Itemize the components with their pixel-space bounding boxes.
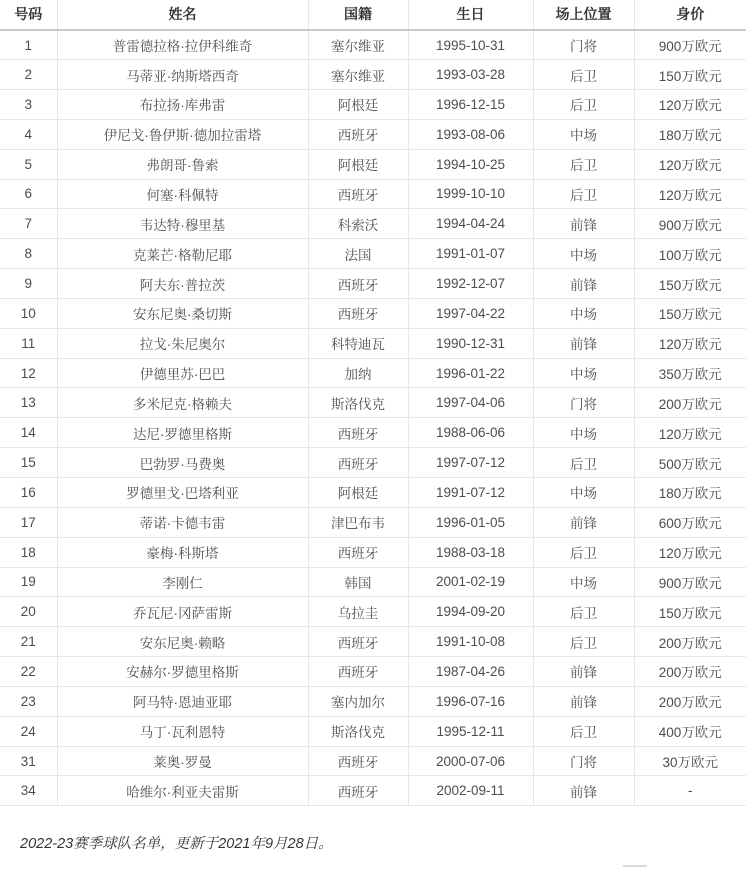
cell-nationality: 塞尔维亚 [308, 60, 408, 90]
cell-position: 后卫 [533, 90, 634, 120]
cell-name: 拉戈·朱尼奥尔 [57, 328, 308, 358]
column-header-nationality: 国籍 [308, 0, 408, 30]
cell-value: 600万欧元 [634, 507, 746, 537]
cell-number: 6 [0, 179, 57, 209]
table-row [0, 269, 746, 299]
column-header-birthday: 生日 [408, 0, 533, 30]
cell-name: 普雷德拉格·拉伊科维奇 [57, 30, 308, 60]
cell-nationality: 西班牙 [308, 776, 408, 806]
cell-value: 180万欧元 [634, 119, 746, 149]
cell-nationality: 斯洛伐克 [308, 716, 408, 746]
table-row [0, 30, 746, 60]
cell-number: 24 [0, 716, 57, 746]
table-row [0, 686, 746, 716]
table-row [0, 149, 746, 179]
cell-value: 200万欧元 [634, 627, 746, 657]
table-row [0, 537, 746, 567]
cell-position: 中场 [533, 239, 634, 269]
header-row [0, 0, 746, 30]
cell-name: 豪梅·科斯塔 [57, 537, 308, 567]
table-row [0, 328, 746, 358]
cell-position: 前锋 [533, 776, 634, 806]
cell-name: 克莱芒·格勒尼耶 [57, 239, 308, 269]
cell-value: 120万欧元 [634, 418, 746, 448]
table-row [0, 657, 746, 687]
cell-value: 350万欧元 [634, 358, 746, 388]
cell-value: 900万欧元 [634, 567, 746, 597]
cell-birthday: 1997-04-22 [408, 298, 533, 328]
cell-position: 前锋 [533, 269, 634, 299]
table-row [0, 358, 746, 388]
cell-name: 安赫尔·罗德里格斯 [57, 657, 308, 687]
cell-value: 200万欧元 [634, 388, 746, 418]
cell-value: 120万欧元 [634, 90, 746, 120]
cell-value: 400万欧元 [634, 716, 746, 746]
cell-position: 后卫 [533, 627, 634, 657]
table-row [0, 627, 746, 657]
cell-birthday: 1994-09-20 [408, 597, 533, 627]
cell-birthday: 1997-07-12 [408, 448, 533, 478]
cell-position: 后卫 [533, 149, 634, 179]
cell-nationality: 西班牙 [308, 657, 408, 687]
cell-name: 韦达特·穆里基 [57, 209, 308, 239]
cell-position: 前锋 [533, 657, 634, 687]
cell-position: 后卫 [533, 448, 634, 478]
table-row [0, 388, 746, 418]
cell-position: 门将 [533, 746, 634, 776]
table-row [0, 746, 746, 776]
cell-value: 500万欧元 [634, 448, 746, 478]
cell-name: 巴勃罗·马费奥 [57, 448, 308, 478]
cell-nationality: 阿根廷 [308, 149, 408, 179]
table-row [0, 119, 746, 149]
cell-name: 李刚仁 [57, 567, 308, 597]
cell-number: 17 [0, 507, 57, 537]
cell-birthday: 1999-10-10 [408, 179, 533, 209]
cell-value: 120万欧元 [634, 537, 746, 567]
cell-name: 何塞·科佩特 [57, 179, 308, 209]
cell-birthday: 1995-10-31 [408, 30, 533, 60]
column-header-number: 号码 [0, 0, 57, 30]
cell-value: 120万欧元 [634, 179, 746, 209]
cell-value: 180万欧元 [634, 478, 746, 508]
column-header-value: 身价 [634, 0, 746, 30]
roster-table-body [0, 30, 746, 806]
cell-number: 3 [0, 90, 57, 120]
cell-number: 12 [0, 358, 57, 388]
cell-position: 前锋 [533, 209, 634, 239]
cell-birthday: 2001-02-19 [408, 567, 533, 597]
cell-number: 19 [0, 567, 57, 597]
cell-name: 乔瓦尼·冈萨雷斯 [57, 597, 308, 627]
cell-position: 门将 [533, 388, 634, 418]
cell-birthday: 1988-03-18 [408, 537, 533, 567]
cell-value: 150万欧元 [634, 298, 746, 328]
cell-name: 安东尼奥·桑切斯 [57, 298, 308, 328]
cell-nationality: 西班牙 [308, 627, 408, 657]
cell-number: 21 [0, 627, 57, 657]
cell-birthday: 1991-01-07 [408, 239, 533, 269]
cell-name: 罗德里戈·巴塔利亚 [57, 478, 308, 508]
cell-birthday: 1996-01-05 [408, 507, 533, 537]
cell-position: 前锋 [533, 686, 634, 716]
cell-birthday: 2000-07-06 [408, 746, 533, 776]
cell-name: 马丁·瓦利恩特 [57, 716, 308, 746]
cell-birthday: 1997-04-06 [408, 388, 533, 418]
cell-nationality: 塞尔维亚 [308, 30, 408, 60]
cell-birthday: 1994-04-24 [408, 209, 533, 239]
table-row [0, 716, 746, 746]
cell-nationality: 津巴布韦 [308, 507, 408, 537]
cell-birthday: 1995-12-11 [408, 716, 533, 746]
cell-position: 后卫 [533, 597, 634, 627]
cell-name: 多米尼克·格赖夫 [57, 388, 308, 418]
table-row [0, 209, 746, 239]
cell-value: 120万欧元 [634, 149, 746, 179]
table-row [0, 298, 746, 328]
cell-name: 阿马特·恩迪亚耶 [57, 686, 308, 716]
cell-nationality: 西班牙 [308, 448, 408, 478]
cell-nationality: 乌拉圭 [308, 597, 408, 627]
cell-name: 安东尼奥·赖略 [57, 627, 308, 657]
cell-value: 900万欧元 [634, 209, 746, 239]
cell-birthday: 1996-01-22 [408, 358, 533, 388]
cell-name: 哈维尔·利亚夫雷斯 [57, 776, 308, 806]
cell-value: 200万欧元 [634, 657, 746, 687]
cell-number: 23 [0, 686, 57, 716]
cell-position: 前锋 [533, 507, 634, 537]
cell-value: 100万欧元 [634, 239, 746, 269]
cell-value: 120万欧元 [634, 328, 746, 358]
table-row [0, 597, 746, 627]
column-header-name: 姓名 [57, 0, 308, 30]
cell-value: 200万欧元 [634, 686, 746, 716]
table-row [0, 567, 746, 597]
cell-name: 马蒂亚·纳斯塔西奇 [57, 60, 308, 90]
cell-nationality: 阿根廷 [308, 478, 408, 508]
cell-birthday: 1993-03-28 [408, 60, 533, 90]
cell-birthday: 1991-07-12 [408, 478, 533, 508]
cell-value: 150万欧元 [634, 60, 746, 90]
cell-position: 后卫 [533, 537, 634, 567]
cell-number: 1 [0, 30, 57, 60]
table-row [0, 90, 746, 120]
cell-number: 14 [0, 418, 57, 448]
cell-birthday: 1987-04-26 [408, 657, 533, 687]
cell-number: 7 [0, 209, 57, 239]
cell-number: 5 [0, 149, 57, 179]
cell-position: 中场 [533, 358, 634, 388]
cell-number: 13 [0, 388, 57, 418]
cell-nationality: 西班牙 [308, 418, 408, 448]
cell-value: 150万欧元 [634, 597, 746, 627]
cell-position: 后卫 [533, 716, 634, 746]
cell-number: 34 [0, 776, 57, 806]
cell-number: 15 [0, 448, 57, 478]
cell-name: 布拉扬·库弗雷 [57, 90, 308, 120]
table-row [0, 179, 746, 209]
cell-number: 9 [0, 269, 57, 299]
cell-birthday: 1994-10-25 [408, 149, 533, 179]
cell-nationality: 科索沃 [308, 209, 408, 239]
cell-position: 中场 [533, 298, 634, 328]
cell-birthday: 1988-06-06 [408, 418, 533, 448]
cell-name: 伊德里苏·巴巴 [57, 358, 308, 388]
cell-number: 16 [0, 478, 57, 508]
cell-nationality: 阿根廷 [308, 90, 408, 120]
cell-position: 后卫 [533, 179, 634, 209]
cell-number: 8 [0, 239, 57, 269]
cell-number: 10 [0, 298, 57, 328]
cell-nationality: 科特迪瓦 [308, 328, 408, 358]
cell-nationality: 西班牙 [308, 179, 408, 209]
cell-position: 中场 [533, 418, 634, 448]
cell-position: 中场 [533, 478, 634, 508]
cell-birthday: 2002-09-11 [408, 776, 533, 806]
cell-position: 后卫 [533, 60, 634, 90]
cell-birthday: 1991-10-08 [408, 627, 533, 657]
table-row [0, 478, 746, 508]
cell-nationality: 西班牙 [308, 746, 408, 776]
cell-nationality: 西班牙 [308, 298, 408, 328]
footer-note: 2022-23赛季球队名单，更新于2021年9月28日。 [20, 836, 333, 853]
cell-number: 18 [0, 537, 57, 567]
cell-nationality: 西班牙 [308, 537, 408, 567]
cell-nationality: 斯洛伐克 [308, 388, 408, 418]
cell-number: 11 [0, 328, 57, 358]
cell-name: 达尼·罗德里格斯 [57, 418, 308, 448]
cell-nationality: 加纳 [308, 358, 408, 388]
table-row [0, 239, 746, 269]
cell-position: 门将 [533, 30, 634, 60]
cell-name: 阿夫东·普拉茨 [57, 269, 308, 299]
column-header-position: 场上位置 [533, 0, 634, 30]
cell-nationality: 西班牙 [308, 119, 408, 149]
cell-value: - [634, 776, 746, 806]
cell-name: 蒂诺·卡德韦雷 [57, 507, 308, 537]
cell-birthday: 1992-12-07 [408, 269, 533, 299]
cell-birthday: 1993-08-06 [408, 119, 533, 149]
cell-value: 900万欧元 [634, 30, 746, 60]
cell-position: 中场 [533, 567, 634, 597]
cell-name: 弗朗哥·鲁索 [57, 149, 308, 179]
cell-value: 30万欧元 [634, 746, 746, 776]
cell-nationality: 塞内加尔 [308, 686, 408, 716]
cell-name: 莱奥·罗曼 [57, 746, 308, 776]
cell-value: 150万欧元 [634, 269, 746, 299]
cell-nationality: 西班牙 [308, 269, 408, 299]
cell-nationality: 法国 [308, 239, 408, 269]
cell-nationality: 韩国 [308, 567, 408, 597]
table-row [0, 60, 746, 90]
cell-birthday: 1990-12-31 [408, 328, 533, 358]
cell-number: 2 [0, 60, 57, 90]
horizontal-scrollbar-thumb[interactable] [623, 865, 647, 867]
cell-number: 20 [0, 597, 57, 627]
cell-name: 伊尼戈·鲁伊斯·德加拉雷塔 [57, 119, 308, 149]
cell-birthday: 1996-07-16 [408, 686, 533, 716]
table-row [0, 418, 746, 448]
cell-position: 前锋 [533, 328, 634, 358]
cell-number: 31 [0, 746, 57, 776]
table-row [0, 776, 746, 806]
table-row [0, 448, 746, 478]
table-row [0, 507, 746, 537]
cell-number: 22 [0, 657, 57, 687]
cell-birthday: 1996-12-15 [408, 90, 533, 120]
cell-number: 4 [0, 119, 57, 149]
cell-position: 中场 [533, 119, 634, 149]
